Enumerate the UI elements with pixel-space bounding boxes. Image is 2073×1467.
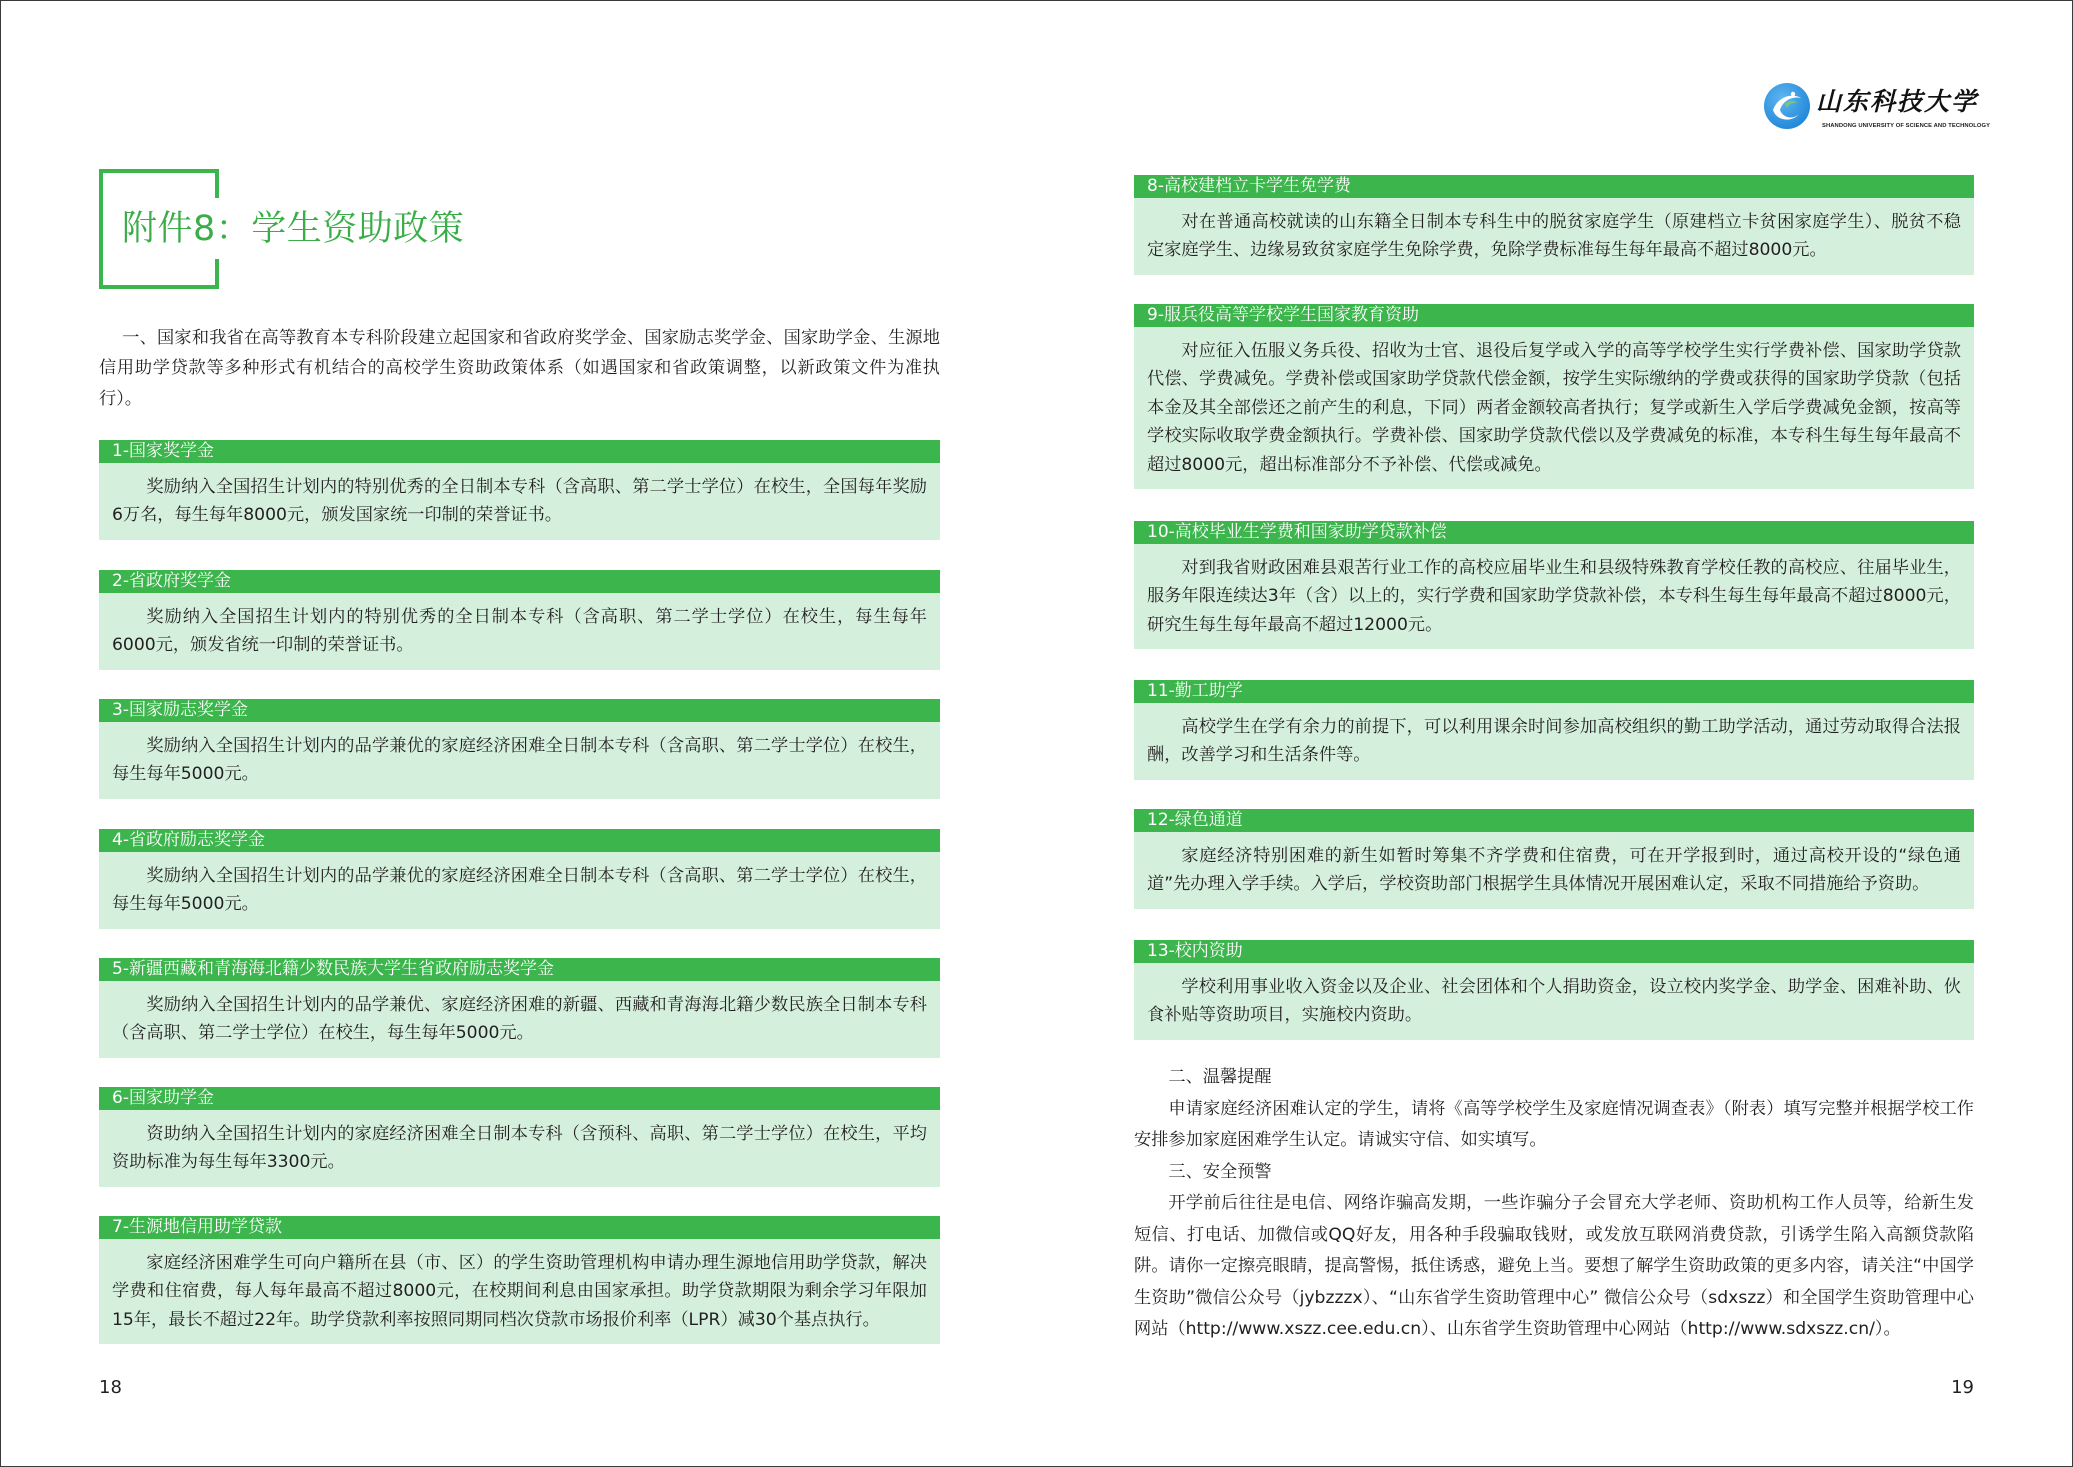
- policy-header: 13-校内资助: [1134, 940, 1974, 963]
- policy-body: 学校利用事业收入资金以及企业、社会团体和个人捐助资金，设立校内奖学金、助学金、困难补助、伙食补贴等资助项目，实施校内资助。: [1134, 963, 1974, 1040]
- reminder-text: 申请家庭经济困难认定的学生，请将《高等学校学生及家庭情况调查表》（附表）填写完整并根据学校工作安排参加家庭困难学生认定。请诚实守信、如实填写。: [1134, 1098, 1974, 1150]
- policy-section: [99, 958, 940, 1058]
- policy-section: [99, 440, 940, 540]
- policy-header: 2-省政府奖学金: [99, 570, 940, 593]
- policy-section: [99, 1216, 940, 1344]
- warning-text: 开学前后往往是电信、网络诈骗高发期，一些诈骗分子会冒充大学老师、资助机构工作人员等，给新生发短信、打电话、加微信或QQ好友，用各种手段骗取钱财，或发放互联网消费贷款，引诱学生陷入高额贷款陷阱。请你一定擦亮眼睛，提高警惕，抵住诱惑，避免上当。要想了解学生资助政策的更多内容，请关注“中国学生资助”微信公众号（jybzzzx）、“山东省学生资助管理中心” 微信公众号（sdxszz）和全国学生资助管理中心网站（http://www.xszz.cee.edu.cn）、山东省学生资助管理中心网站（http://www.sdxszz.cn/）。: [1134, 1193, 1974, 1339]
- warning-heading: 三、安全预警: [1168, 1161, 1272, 1182]
- policy-body: 奖励纳入全国招生计划内的品学兼优的家庭经济困难全日制本专科（含高职、第二学士学位）在校生，每生每年5000元。: [99, 722, 940, 799]
- policy-section: [99, 570, 940, 670]
- university-logo-wordmark: 山东科技大学: [1816, 87, 1979, 116]
- policy-header: 7-生源地信用助学贷款: [99, 1216, 940, 1239]
- policy-body: 家庭经济特别困难的新生如暂时筹集不齐学费和住宿费，可在开学报到时，通过高校开设的“绿色通道”先办理入学手续。入学后，学校资助部门根据学生具体情况开展困难认定，采取不同措施给予资助。: [1134, 832, 1974, 909]
- policy-body: 高校学生在学有余力的前提下，可以利用课余时间参加高校组织的勤工助学活动，通过劳动取得合法报酬，改善学习和生活条件等。: [1134, 703, 1974, 780]
- policy-body: 奖励纳入全国招生计划内的特别优秀的全日制本专科（含高职、第二学士学位）在校生，全国每年奖励6万名，每生每年8000元，颁发国家统一印制的荣誉证书。: [99, 463, 940, 540]
- policy-header: 10-高校毕业生学费和国家助学贷款补偿: [1134, 521, 1974, 544]
- policy-body: 对在普通高校就读的山东籍全日制本专科生中的脱贫家庭学生（原建档立卡贫困家庭学生）、脱贫不稳定家庭学生、边缘易致贫家庭学生免除学费，免除学费标准每生每年最高不超过8000元。: [1134, 198, 1974, 275]
- policy-header: 6-国家助学金: [99, 1087, 940, 1110]
- notes-block: [1134, 1062, 1974, 1346]
- policy-header: 9-服兵役高等学校学生国家教育资助: [1134, 304, 1974, 327]
- policy-body: 对应征入伍服义务兵役、招收为士官、退役后复学或入学的高等学校学生实行学费补偿、国家助学贷款代偿、学费减免。学费补偿或国家助学贷款代偿金额，按学生实际缴纳的学费或获得的国家助学贷款（包括本金及其全部偿还之前产生的利息，下同）两者金额较高者执行；复学或新生入学后学费减免金额，按高等学校实际收取学费金额执行。学费补偿、国家助学贷款代偿以及学费减免的标准，本专科生每生每年最高不超过8000元，超出标准部分不予补偿、代偿或减免。: [1134, 327, 1974, 489]
- page-number-left: 18: [99, 1377, 122, 1398]
- policy-body: 家庭经济困难学生可向户籍所在县（市、区）的学生资助管理机构申请办理生源地信用助学贷款，解决学费和住宿费，每人每年最高不超过8000元，在校期间利息由国家承担。助学贷款期限为剩余学习年限加15年，最长不超过22年。助学贷款利率按照同期同档次贷款市场报价利率（LPR）减30个基点执行。: [99, 1239, 940, 1344]
- policy-body: 奖励纳入全国招生计划内的特别优秀的全日制本专科（含高职、第二学士学位）在校生，每生每年6000元，颁发省统一印制的荣誉证书。: [99, 593, 940, 670]
- policy-header: 3-国家励志奖学金: [99, 699, 940, 722]
- policy-header: 4-省政府励志奖学金: [99, 829, 940, 852]
- university-logo-english: SHANDONG UNIVERSITY OF SCIENCE AND TECHNOLOGY: [1822, 123, 1991, 129]
- policy-section: [99, 829, 940, 929]
- left-policy-column: [99, 0, 940, 1467]
- policy-body: 对到我省财政困难县艰苦行业工作的高校应届毕业生和县级特殊教育学校任教的高校应、往届毕业生，服务年限连续达3年（含）以上的，实行学费和国家助学贷款补偿，本专科生每生每年最高不超过8000元，研究生每生每年最高不超过12000元。: [1134, 544, 1974, 649]
- policy-header: 8-高校建档立卡学生免学费: [1134, 175, 1974, 198]
- policy-section: [1134, 940, 1974, 1040]
- policy-section: [1134, 809, 1974, 909]
- policy-section: [1134, 521, 1974, 649]
- policy-header: 5-新疆西藏和青海海北籍少数民族大学生省政府励志奖学金: [99, 958, 940, 981]
- intro-paragraph: 一、国家和我省在高等教育本专科阶段建立起国家和省政府奖学金、国家励志奖学金、国家助学金、生源地信用助学贷款等多种形式有机结合的高校学生资助政策体系（如遇国家和省政策调整，以新政策文件为准执行）。: [99, 328, 940, 409]
- policy-body: 奖励纳入全国招生计划内的品学兼优的家庭经济困难全日制本专科（含高职、第二学士学位）在校生，每生每年5000元。: [99, 852, 940, 929]
- policy-body: 奖励纳入全国招生计划内的品学兼优、家庭经济困难的新疆、西藏和青海海北籍少数民族全日制本专科（含高职、第二学士学位）在校生，每生每年5000元。: [99, 981, 940, 1058]
- reminder-heading: 二、温馨提醒: [1168, 1067, 1272, 1087]
- page-number-right: 19: [1951, 1377, 1974, 1398]
- policy-header: 12-绿色通道: [1134, 809, 1974, 832]
- policy-section: [99, 1087, 940, 1187]
- policy-body: 资助纳入全国招生计划内的家庭经济困难全日制本专科（含预科、高职、第二学士学位）在校生，平均资助标准为每生每年3300元。: [99, 1110, 940, 1187]
- policy-header: 1-国家奖学金: [99, 440, 940, 463]
- policy-header: 11-勤工助学: [1134, 680, 1974, 703]
- policy-section: [99, 699, 940, 799]
- policy-section: [1134, 175, 1974, 275]
- policy-section: [1134, 304, 1974, 489]
- policy-section: [1134, 680, 1974, 780]
- page-title: 附件8：学生资助政策: [122, 209, 465, 249]
